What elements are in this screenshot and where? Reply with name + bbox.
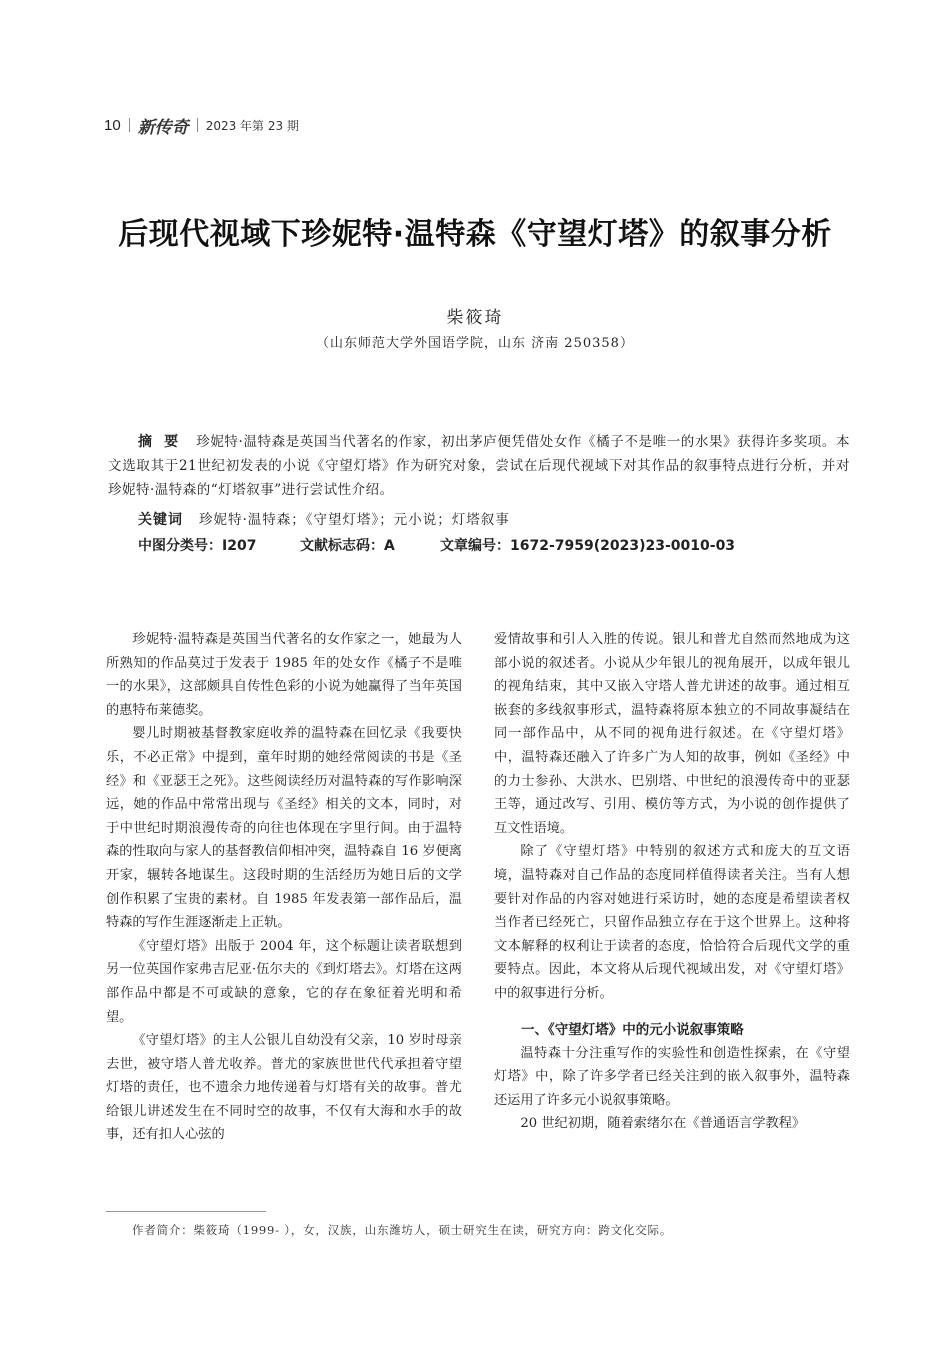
body-column-left: [106, 628, 462, 1147]
article-title: 后现代视域下珍妮特·温特森《守望灯塔》的叙事分析: [118, 217, 832, 252]
paragraph: 婴儿时期被基督教家庭收养的温特森在回忆录《我要快乐，不必正常》中提到，童年时期的她经常阅读的书是《圣经》和《亚瑟王之死》。这些阅读经历对温特森的写作影响深远，她的作品中常常出现与《圣经》相关的文本，同时，对于中世纪时期浪漫传奇的向往也体现在字里行间。由于温特森的性取向与家人的基督教信仰相冲突，温特森自 16 岁便离开家，辗转各地谋生。这段时期的生活经历为她日后的文学创作积累了宝贵的素材。自 1985 年发表第一部作品后，温特森的写作生涯逐渐走上正轨。: [106, 726, 462, 931]
section-heading: 一、《守望灯塔》中的元小说叙事策略: [521, 1021, 744, 1038]
paragraph: 《守望灯塔》出版于 2004 年，这个标题让读者联想到另一位英国作家弗吉尼亚·伍尔夫的《到灯塔去》。灯塔在这两部作品中都是不可或缺的意象，它的存在象征着光明和希望。: [106, 938, 462, 1025]
paragraph: 爱情故事和引人入胜的传说。银儿和普尤自然而然地成为这部小说的叙述者。小说从少年银儿的视角展开，以成年银儿的视角结束，其中又嵌入守塔人普尤讲述的故事。通过相互嵌套的多线叙事形式，温特森将原本独立的不同故事凝结在同一部作品中，从不同的视角进行叙述。在《守望灯塔》中，温特森还融入了许多广为人知的故事，例如《圣经》中的力士参孙、大洪水、巴别塔、中世纪的浪漫传奇中的亚瑟王等，通过改写、引用、模仿等方式，为小说的创作提供了互文性语境。: [494, 632, 850, 836]
paragraph: 温特森十分注重写作的实验性和创造性探索，在《守望灯塔》中，除了许多学者已经关注到的嵌入叙事外，温特森还运用了许多元小说叙事策略。: [494, 1045, 850, 1108]
author-affiliation: （山东师范大学外国语学院，山东 济南 250358）: [316, 336, 634, 351]
document-code: 文献标志码：A: [300, 538, 395, 554]
page-number: 10: [104, 116, 121, 134]
keywords: [138, 508, 510, 529]
journal-logo: 新传奇: [137, 117, 189, 138]
paragraph: 《守望灯塔》的主人公银儿自幼没有父亲，10 岁时母亲去世，被守塔人普尤收养。普尤的家族世世代代承担着守望灯塔的责任，也不遗余力地传递着与灯塔有关的故事。普尤给银儿讲述发生在不同时空的故事，不仅有大海和水手的故事，还有扣人心弦的: [106, 1033, 462, 1143]
footnote-rule: [106, 1211, 266, 1212]
paragraph: 除了《守望灯塔》中特别的叙述方式和庞大的互文语境，温特森对自己作品的态度同样值得读者关注。当有人想要针对作品的内容对她进行采访时，她的态度是希望读者权当作者已经死亡，只留作品独立存在于这个世界上。这种将文本解释的权利让于读者的态度，恰恰符合后现代文学的重要特点。因此，本文将从后现代视域出发，对《守望灯塔》中的叙事进行分析。: [494, 844, 850, 1001]
abstract-text: 珍妮特·温特森是英国当代著名的作家，初出茅庐便凭借处女作《橘子不是唯一的水果》获得许多奖项。本文选取其于21世纪初发表的小说《守望灯塔》作为研究对象，尝试在后现代视域下对其作品的叙事特点进行分析，并对珍妮特·温特森的“灯塔叙事”进行尝试性介绍。: [108, 434, 850, 498]
article-author: 柴筱琦: [446, 308, 504, 328]
abstract: [108, 430, 850, 502]
author-footnote: 作者简介：柴筱琦（1999- ），女，汉族，山东潍坊人，硕士研究生在读，研究方向：跨文化交际。: [132, 1223, 673, 1237]
header-divider: [129, 118, 130, 132]
running-header: [104, 113, 299, 137]
header-divider: [197, 118, 198, 132]
issue-label: 2023 年第 23 期: [205, 118, 299, 133]
body-column-right: [494, 628, 850, 1136]
abstract-label: 摘要: [138, 434, 191, 450]
paragraph: 珍妮特·温特森是英国当代著名的女作家之一，她最为人所熟知的作品莫过于发表于 1985 年的处女作《橘子不是唯一的水果》，这部颇具自传性色彩的小说为她赢得了当年英国的惠特布莱德奖。: [106, 632, 462, 718]
clc-number: 中图分类号：I207: [138, 538, 257, 554]
classification-info: [138, 535, 735, 555]
keywords-label: 关键词: [138, 512, 183, 528]
article-number: 文章编号：1672-7959(2023)23-0010-03: [440, 538, 736, 554]
keywords-text: 珍妮特·温特森；《守望灯塔》；元小说；灯塔叙事: [199, 512, 510, 528]
paragraph: 20 世纪初期，随着索绪尔在《普通语言学教程》: [520, 1116, 806, 1132]
